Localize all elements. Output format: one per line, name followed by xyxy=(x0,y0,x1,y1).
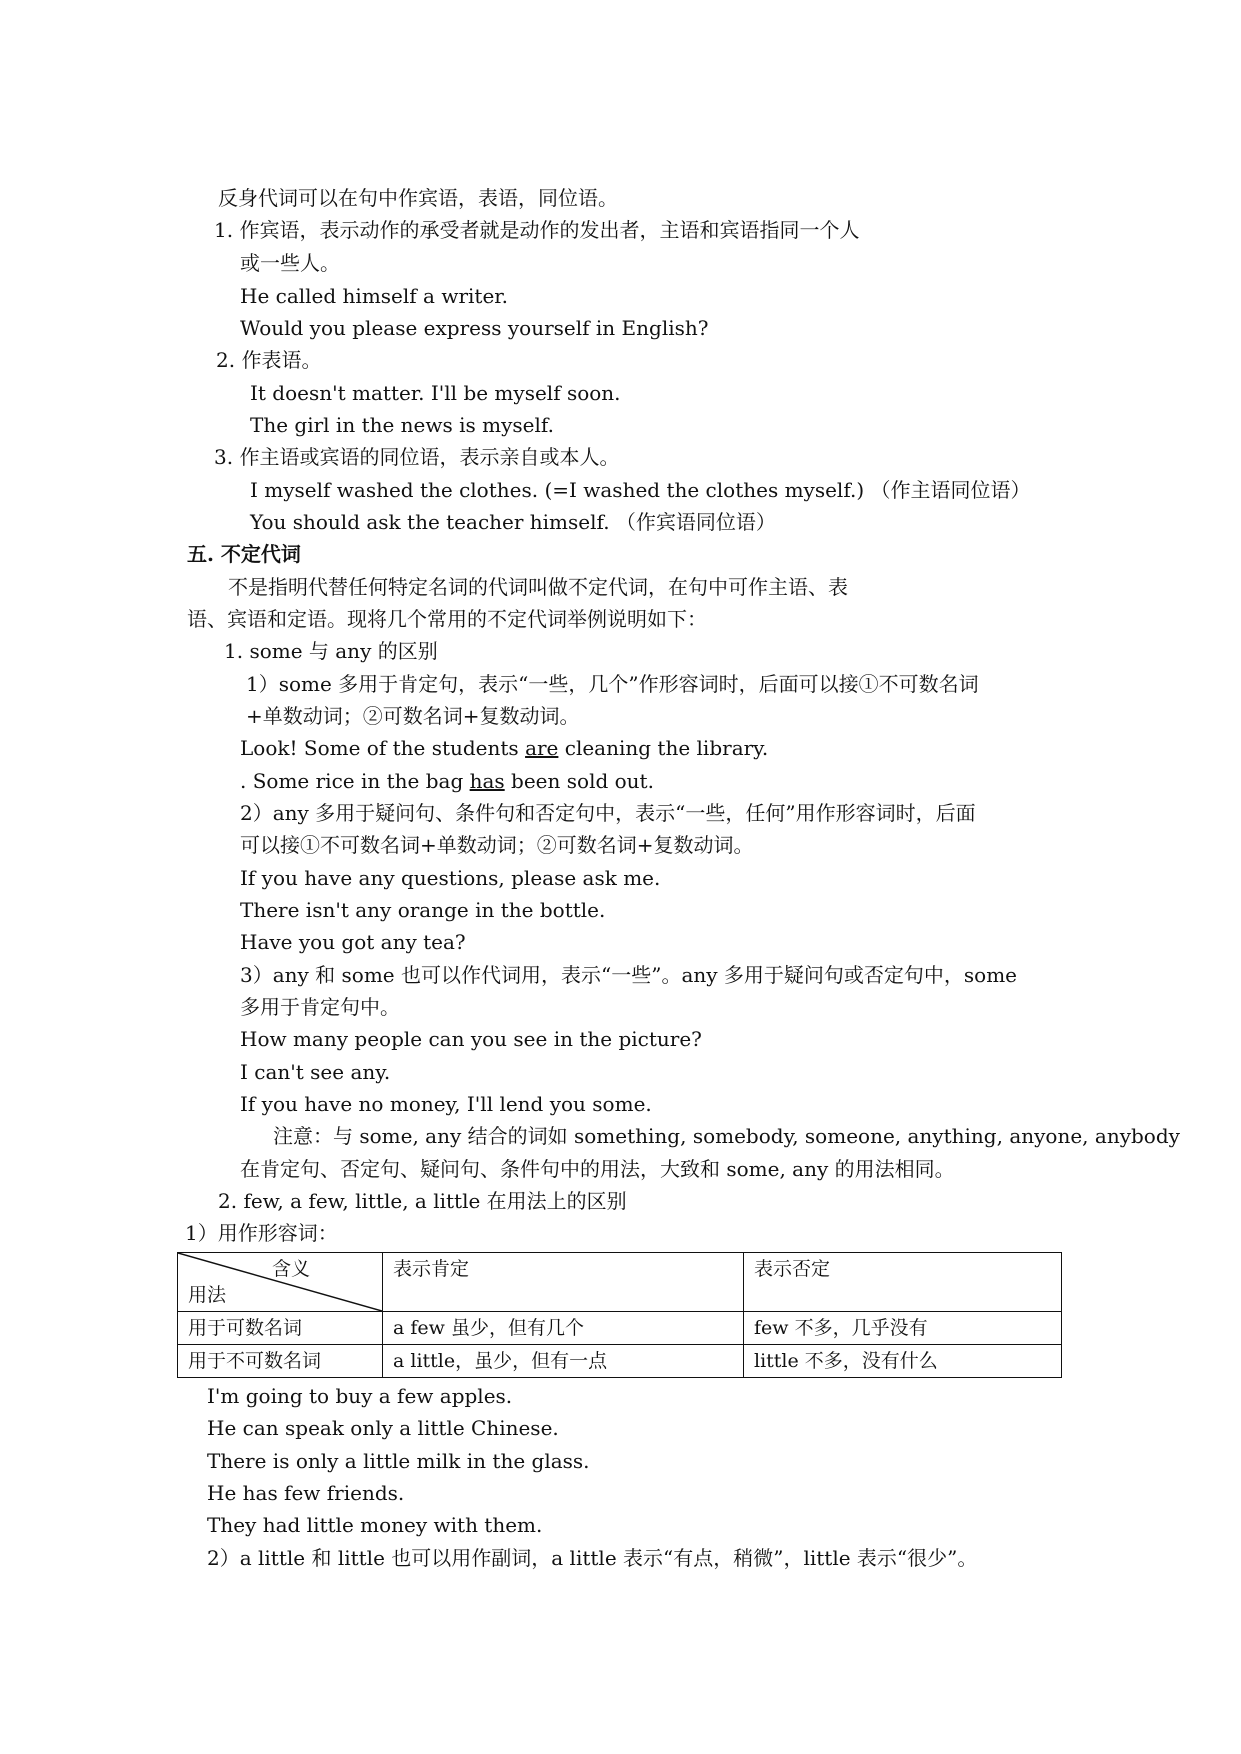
example-sentence: . Some rice in the bag has been sold out. xyxy=(240,769,654,793)
cell-negative: little 不多，没有什么 xyxy=(744,1345,1062,1378)
cell-negative: few 不多，几乎没有 xyxy=(744,1312,1062,1345)
intro-line: 反身代词可以在句中作宾语，表语，同位语。 xyxy=(218,186,618,210)
rule-line: 多用于肯定句中。 xyxy=(240,995,400,1019)
example-sentence: There is only a little milk in the glass. xyxy=(207,1449,590,1473)
point-2: 2. 作表语。 xyxy=(216,348,322,372)
example-sentence: They had little money with them. xyxy=(207,1513,543,1537)
cell-positive: a few 虽少，但有几个 xyxy=(383,1312,744,1345)
underlined-verb: has xyxy=(469,769,505,793)
example-sentence: Would you please express yourself in English? xyxy=(240,316,709,340)
row-label: 用于不可数名词 xyxy=(178,1345,383,1378)
example-sentence: He has few friends. xyxy=(207,1481,405,1505)
example-sentence: It doesn't matter. I'll be myself soon. xyxy=(250,381,621,405)
diagonal-header-cell xyxy=(178,1253,383,1312)
example-sentence: There isn't any orange in the bottle. xyxy=(240,898,606,922)
rule-line: 2）any 多用于疑问句、条件句和否定句中，表示“一些，任何”用作形容词时，后面 xyxy=(240,801,976,825)
table-row xyxy=(178,1312,1062,1345)
usage-table xyxy=(177,1252,1062,1378)
example-sentence: Look! Some of the students are cleaning the library. xyxy=(240,736,769,760)
example-sentence: How many people can you see in the picture? xyxy=(240,1027,702,1051)
header-meaning: 含义 xyxy=(271,1258,310,1280)
header-usage: 用法 xyxy=(188,1284,227,1306)
subsection-heading: 2. few, a few, little, a little 在用法上的区别 xyxy=(218,1189,627,1213)
example-sentence: He called himself a writer. xyxy=(240,284,508,308)
point-1-cont: 或一些人。 xyxy=(240,251,340,275)
example-sentence: I myself washed the clothes. (=I washed the clothes myself.) （作主语同位语） xyxy=(250,478,1031,502)
example-sentence: I'm going to buy a few apples. xyxy=(207,1384,513,1408)
paragraph-line: 不是指明代替任何特定名词的代词叫做不定代词，在句中可作主语、表 xyxy=(228,575,848,599)
example-sentence: He can speak only a little Chinese. xyxy=(207,1416,559,1440)
rule-line: +单数动词；②可数名词+复数动词。 xyxy=(246,704,580,728)
example-sentence: If you have no money, I'll lend you some. xyxy=(240,1092,652,1116)
rule-line: 2）a little 和 little 也可以用作副词，a little 表示“有点，稍微”，little 表示“很少”。 xyxy=(207,1546,978,1570)
note-line: 在肯定句、否定句、疑问句、条件句中的用法，大致和 some, any 的用法相同。 xyxy=(240,1157,955,1181)
example-sentence: The girl in the news is myself. xyxy=(250,413,554,437)
note-line: 注意：与 some, any 结合的词如 something, somebody, someone, anything, anyone, anybody xyxy=(273,1124,1180,1148)
point-1: 1. 作宾语，表示动作的承受者就是动作的发出者，主语和宾语指同一个人 xyxy=(214,218,860,242)
row-label: 用于可数名词 xyxy=(178,1312,383,1345)
table-row xyxy=(178,1345,1062,1378)
table-header-row xyxy=(178,1253,1062,1312)
example-sentence: I can't see any. xyxy=(240,1060,391,1084)
example-sentence: You should ask the teacher himself. （作宾语同位语） xyxy=(250,510,776,534)
example-sentence: Have you got any tea? xyxy=(240,930,466,954)
paragraph-line: 语、宾语和定语。现将几个常用的不定代词举例说明如下： xyxy=(187,607,707,631)
rule-line: 1）用作形容词： xyxy=(185,1221,338,1245)
underlined-verb: are xyxy=(525,736,559,760)
subsection-heading: 1. some 与 any 的区别 xyxy=(224,639,438,663)
header-negative: 表示否定 xyxy=(744,1253,1062,1312)
rule-line: 1）some 多用于肯定句，表示“一些，几个”作形容词时，后面可以接①不可数名词 xyxy=(246,672,979,696)
cell-positive: a little，虽少，但有一点 xyxy=(383,1345,744,1378)
rule-line: 可以接①不可数名词+单数动词；②可数名词+复数动词。 xyxy=(240,833,754,857)
section-heading: 五. 不定代词 xyxy=(187,542,301,566)
header-positive: 表示肯定 xyxy=(383,1253,744,1312)
point-3: 3. 作主语或宾语的同位语，表示亲自或本人。 xyxy=(214,445,620,469)
rule-line: 3）any 和 some 也可以作代词用，表示“一些”。any 多用于疑问句或否定句中，some xyxy=(240,963,1018,987)
example-sentence: If you have any questions, please ask me. xyxy=(240,866,661,890)
